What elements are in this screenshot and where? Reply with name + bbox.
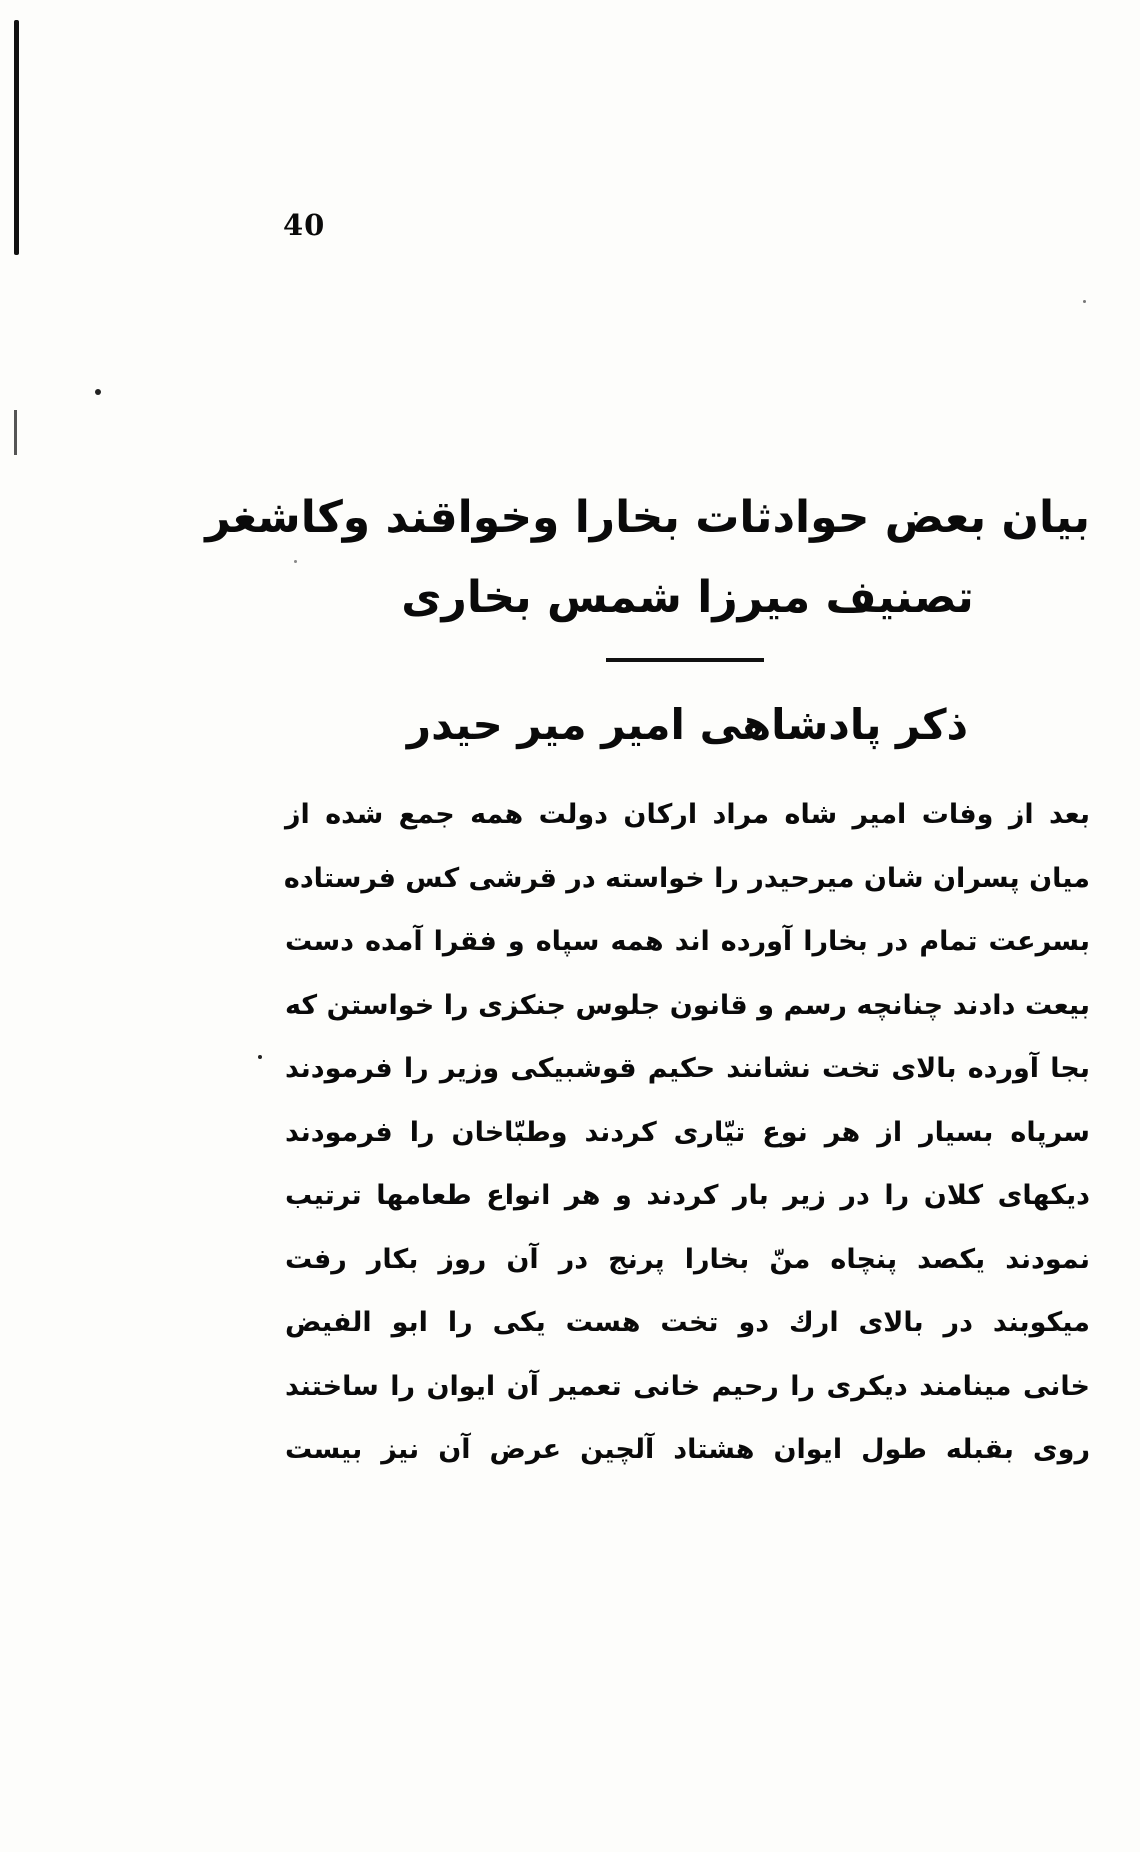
- text-line: میان پسران شان میرحیدر را خواسته در قرشی کس فرستاده: [283, 862, 1090, 894]
- scan-speck: [258, 1055, 262, 1059]
- text-line: بسرعت تمام در بخارا آورده اند همه سپاه و فقرا آمده دست: [285, 926, 1090, 957]
- text-line: نمودند یکصد پنچاه منّ بخارا پرنج در آن روز بکار رفت: [285, 1243, 1090, 1275]
- scan-speck: [1083, 300, 1086, 303]
- title-line-2: تصنیف میرزا شمس بخاری: [401, 572, 974, 623]
- text-line: دیکهای کلان را در زیر بار کردند و هر انواع طعامها ترتیب: [285, 1180, 1090, 1211]
- text-line: سرپاه بسیار از هر نوع تیّاری کردند وطبّاخان را فرمودند: [285, 1116, 1090, 1148]
- scan-speck: [95, 389, 101, 395]
- text-line: بعد از وفات امیر شاه مراد ارکان دولت همه جمع شده از: [285, 799, 1090, 830]
- page-number: 40: [283, 208, 326, 242]
- text-line: خانی مینامند دیکری را رحیم خانی تعمیر آن ایوان را ساختند: [285, 1370, 1090, 1402]
- text-line: بیعت دادند چنانچه رسم و قانون جلوس جنکزی را خواستن که: [285, 989, 1090, 1021]
- body-text: [285, 783, 1090, 1482]
- title-line-1: بیان بعض حوادثات بخارا وخواقند وکاشغر: [205, 492, 1090, 543]
- text-line: بجا آورده بالای تخت نشانند حکیم قوشبیکی وزیر را فرمودند: [285, 1053, 1090, 1084]
- scan-edge-mark: [14, 410, 17, 455]
- text-line: میکوبند در بالای ارك دو تخت هست یکی را ابو الفیض: [285, 1307, 1090, 1338]
- page-title: [205, 478, 1090, 638]
- scan-edge-mark: [14, 20, 19, 255]
- text-line: روی بقبله طول ایوان هشتاد آلچین عرض آن نیز بیست: [285, 1434, 1090, 1465]
- section-heading: ذکر پادشاهی امیر میر حیدر: [406, 700, 969, 749]
- title-divider: [606, 658, 764, 662]
